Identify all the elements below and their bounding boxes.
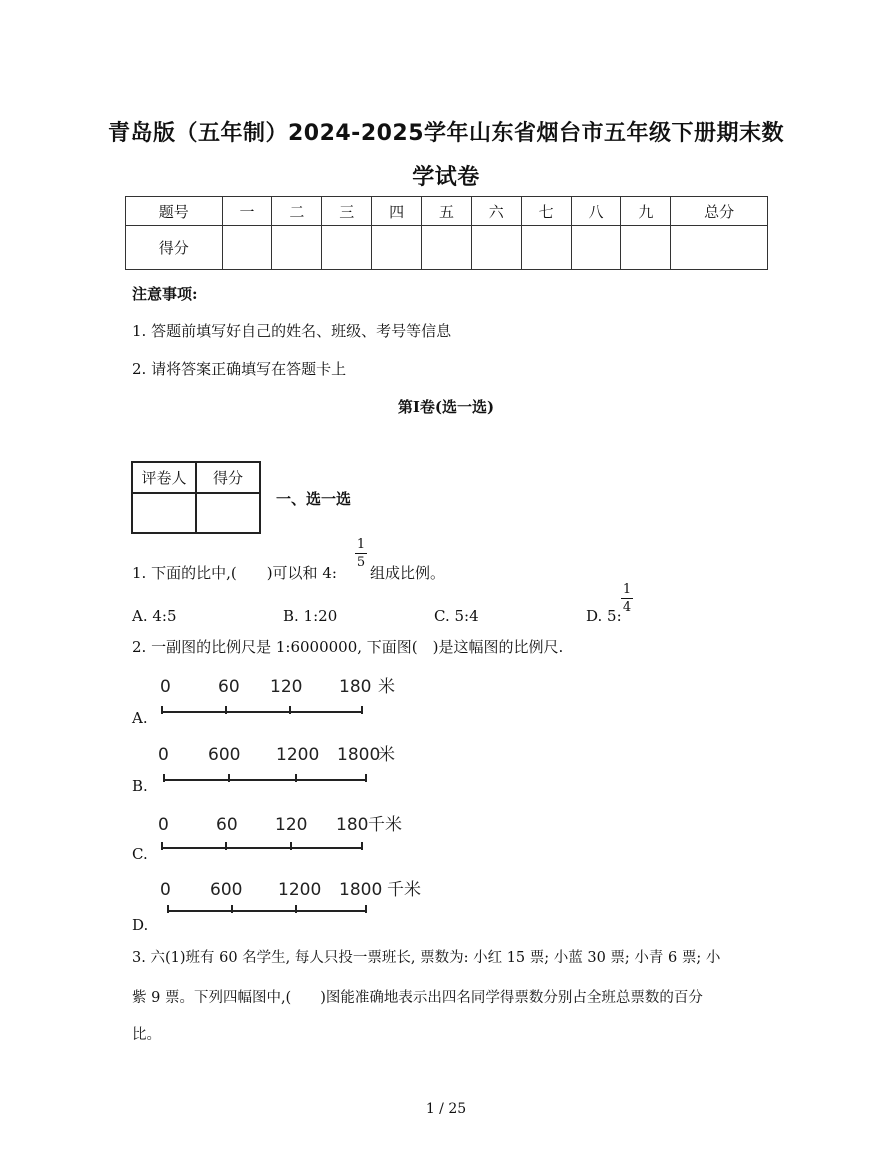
scale-bar-d [150,875,430,927]
scale-tick-label: 120 [270,677,303,697]
q3-line3: 比。 [132,1027,161,1043]
scale-tick-label: 1800 [339,880,383,900]
score-cell [521,226,571,270]
grader-cell [132,493,196,533]
scale-tick-label: 600 [208,745,241,765]
notes-item: 1. 答题前填写好自己的姓名、班级、考号等信息 [132,322,452,340]
scale-tick-label: 60 [216,815,238,835]
score-cell [272,226,322,270]
scale-tick-label: 600 [210,880,243,900]
scale-unit: 米 [378,745,395,765]
exam-title-line1: 青岛版（五年制）2024-2025学年山东省烟台市五年级下册期末数 [107,121,785,146]
notes-heading: 注意事项: [132,285,198,303]
score-header-cell: 三 [322,197,372,226]
q1-option-a: A. 4:5 [132,607,177,625]
q1-option-d-prefix: D. 5: [586,607,622,625]
q1-option-c: C. 5:4 [434,607,479,625]
q1-option-b: B. 1:20 [283,607,338,625]
scale-tick-label: 1800 [337,745,381,765]
score-header-cell: 九 [621,197,671,226]
grader-score-label: 得分 [196,462,260,493]
score-header-cell: 题号 [126,197,223,226]
part-title: 一、选一选 [276,490,352,508]
scale-tick-label: 1200 [276,745,320,765]
score-cell [671,226,768,270]
score-header-cell: 一 [222,197,272,226]
exam-title-line2: 学试卷 [412,165,480,190]
score-table [125,196,768,270]
q3-line2: 紫 9 票。下列四幅图中,( )图能准确地表示出四名同学得票数分别占全班总票数的百分 [132,990,703,1006]
q2-option-c-label: C. [132,845,148,863]
grader-cell [196,493,260,533]
q2-option-d-label: D. [132,916,149,934]
score-cell [571,226,621,270]
scale-tick-label: 180 [339,677,372,697]
score-header-cell: 六 [471,197,521,226]
grader-table [131,461,261,534]
score-header-cell: 总分 [671,197,768,226]
score-cell [621,226,671,270]
score-cell [422,226,472,270]
q3-line1: 3. 六(1)班有 60 名学生, 每人只投一票班长, 票数为: 小红 15 票; 小蓝 30 票; 小青 6 票; 小 [132,950,721,966]
scale-bar-a [150,672,420,724]
q1-fraction-denominator: 5 [356,555,366,570]
scale-tick-label: 1200 [278,880,322,900]
score-header-cell: 二 [272,197,322,226]
scale-bar-c [150,810,420,862]
score-header-cell: 八 [571,197,621,226]
score-cell [322,226,372,270]
score-header-cell: 四 [372,197,422,226]
q1-fraction [355,538,367,569]
score-table-header-row [126,197,768,226]
scale-tick-label: 120 [275,815,308,835]
score-header-cell: 五 [422,197,472,226]
scale-unit: 米 [378,677,395,697]
scale-unit: 千米 [387,880,421,900]
q1-fraction-numerator: 1 [356,537,366,552]
q2-option-a-label: A. [132,709,148,727]
grader-col-label: 评卷人 [132,462,196,493]
page-number: 1 / 25 [425,1101,467,1117]
section-title: 第Ⅰ卷(选一选) [397,398,495,416]
score-row-label: 得分 [126,226,223,270]
q1-option-d-numerator: 1 [622,582,632,597]
fraction-bar [621,598,633,599]
q2-option-b-label: B. [132,777,148,795]
notes-item: 2. 请将答案正确填写在答题卡上 [132,360,347,378]
scale-bar-b [150,740,420,792]
scale-tick-label: 60 [218,677,240,697]
scale-tick-label: 0 [158,815,169,835]
score-cell [222,226,272,270]
q1-option-d-denominator: 4 [622,600,632,615]
scale-tick-label: 180 [336,815,369,835]
fraction-bar [355,553,367,554]
scale-tick-label: 0 [158,745,169,765]
scale-tick-label: 0 [160,880,171,900]
score-table-score-row [126,226,768,270]
score-header-cell: 七 [521,197,571,226]
q1-text-after: 组成比例。 [370,564,446,582]
q2-text: 2. 一副图的比例尺是 1:6000000, 下面图( )是这幅图的比例尺. [132,638,564,656]
scale-tick-label: 0 [160,677,171,697]
q1-option-d-fraction [621,583,633,614]
score-cell [372,226,422,270]
scale-unit: 千米 [368,815,402,835]
q1-text-before: 1. 下面的比中,( )可以和 4: [132,564,337,582]
score-cell [471,226,521,270]
